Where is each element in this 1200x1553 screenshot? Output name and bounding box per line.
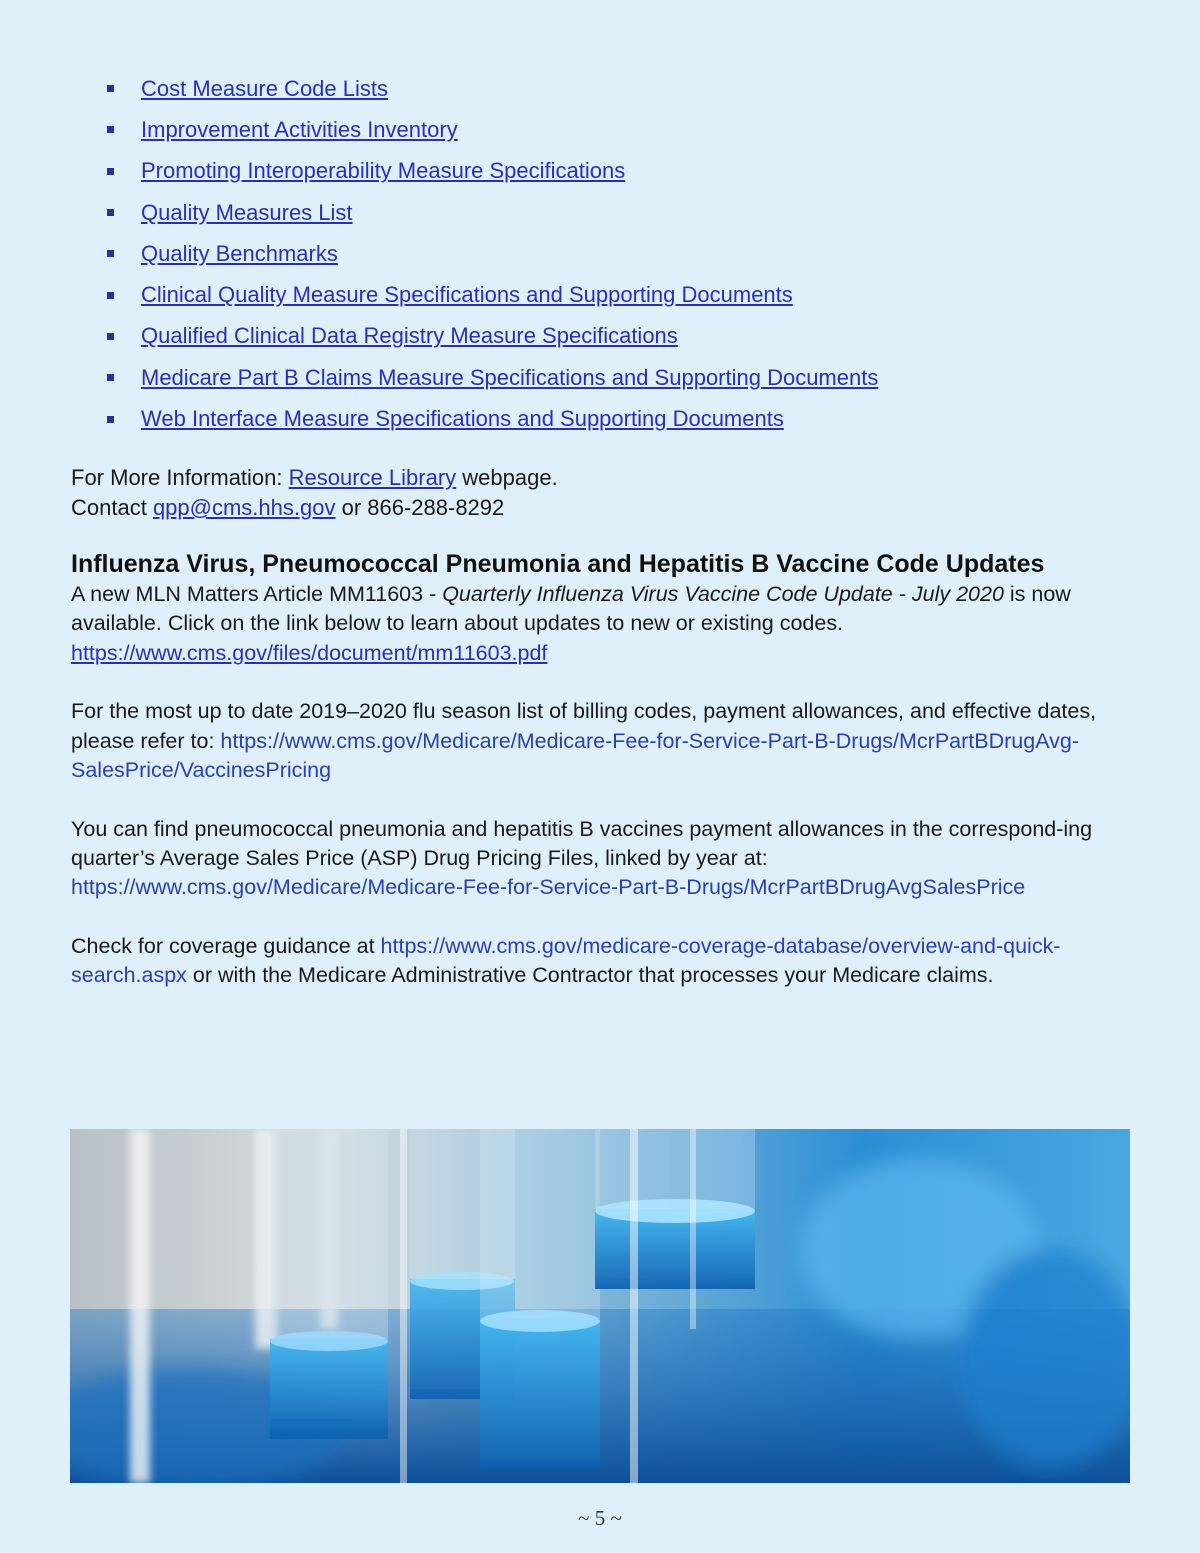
- bullet-icon: [107, 126, 114, 133]
- article-title: Quarterly Influenza Virus Vaccine Code Update - July 2020: [442, 582, 1004, 606]
- text: Check for coverage guidance at: [71, 934, 381, 959]
- asp-pricing-link[interactable]: https://www.cms.gov/Medicare/Medicare-Fee-for-Service-Part-B-Drugs/McrPartBDrugAvgSalesPrice: [71, 875, 1026, 900]
- list-item: [107, 357, 878, 398]
- list-item: [107, 316, 878, 357]
- paragraph-flu-season: [71, 697, 1133, 785]
- list-item: [107, 274, 878, 315]
- page-number: ~ 5 ~: [578, 1506, 622, 1530]
- link-promoting-interoperability[interactable]: Promoting Interoperability Measure Specifications: [141, 158, 626, 184]
- list-item: [107, 233, 878, 274]
- bullet-icon: [107, 292, 114, 299]
- list-item: [107, 109, 878, 150]
- bullet-icon: [107, 416, 114, 423]
- link-part-b-claims-measure-specs[interactable]: Medicare Part B Claims Measure Specifications and Supporting Documents: [141, 364, 879, 390]
- bullet-icon: [107, 168, 114, 175]
- text: or with the Medicare Administrative Contractor that processes your Medicare claims.: [186, 963, 994, 988]
- link-qcdr-measure-specs[interactable]: Qualified Clinical Data Registry Measure Specifications: [141, 323, 678, 349]
- contact-label: Contact: [71, 495, 153, 520]
- vaccine-code-updates-section: [71, 548, 1133, 1020]
- list-item: [107, 68, 878, 109]
- list-item: [107, 192, 878, 233]
- more-info-label: For More Information:: [71, 465, 289, 490]
- paragraph-coverage: [71, 932, 1133, 991]
- resource-library-link[interactable]: Resource Library: [288, 465, 457, 490]
- test-tubes-photo: [70, 1129, 1130, 1483]
- link-clinical-quality-measure-specs[interactable]: Clinical Quality Measure Specifications and Supporting Documents: [141, 282, 793, 308]
- paragraph-mln-article: [71, 580, 1133, 668]
- paragraph-asp-files: [71, 815, 1133, 903]
- contact-line: [71, 493, 558, 523]
- list-item: [107, 151, 878, 192]
- text: is now available. Click on the link below to learn about updates to new or existing codes.: [71, 582, 1071, 636]
- bullet-icon: [107, 333, 114, 340]
- list-item: [107, 398, 878, 439]
- bullet-icon: [107, 250, 114, 257]
- text: For the most up to date 2019–2020 flu season list of billing codes, payment allowances, and effective dates, please refer to:: [71, 699, 1097, 753]
- email-link[interactable]: qpp@cms.hhs.gov: [152, 495, 336, 520]
- mm11603-pdf-link[interactable]: https://www.cms.gov/files/document/mm11603.pdf: [71, 640, 548, 665]
- more-info-suffix: webpage.: [456, 465, 558, 490]
- section-heading: Influenza Virus, Pneumococcal Pneumonia and Hepatitis B Vaccine Code Updates: [71, 550, 1045, 578]
- more-information: [71, 463, 558, 523]
- resource-link-list: [107, 68, 878, 440]
- text: You can find pneumococcal pneumonia and hepatitis B vaccines payment allowances in the correspond-ing quarter’s Average Sales Price (ASP) Drug Pricing Files, linked by year at:: [71, 816, 1093, 871]
- link-cost-measure-code-lists[interactable]: Cost Measure Code Lists: [141, 75, 388, 101]
- test-tubes-image: [70, 1129, 1130, 1483]
- bullet-icon: [107, 374, 114, 381]
- vaccines-pricing-link[interactable]: https://www.cms.gov/Medicare/Medicare-Fee-for-Service-Part-B-Drugs/McrPartBDrugAvg-SalesPrice/VaccinesPricing: [71, 728, 1080, 782]
- link-quality-benchmarks[interactable]: Quality Benchmarks: [141, 240, 338, 266]
- phone-text: or 866-288-8292: [335, 495, 505, 520]
- more-info-line: [71, 463, 558, 493]
- text: A new MLN Matters Article MM11603 -: [71, 582, 443, 606]
- bullet-icon: [107, 85, 114, 92]
- link-improvement-activities-inventory[interactable]: Improvement Activities Inventory: [141, 116, 458, 142]
- link-web-interface-measure-specs[interactable]: Web Interface Measure Specifications and Supporting Documents: [141, 406, 784, 432]
- link-quality-measures-list[interactable]: Quality Measures List: [141, 199, 353, 225]
- coverage-database-link[interactable]: https://www.cms.gov/medicare-coverage-database/overview-and-quick-search.aspx: [71, 934, 1061, 988]
- bullet-icon: [107, 209, 114, 216]
